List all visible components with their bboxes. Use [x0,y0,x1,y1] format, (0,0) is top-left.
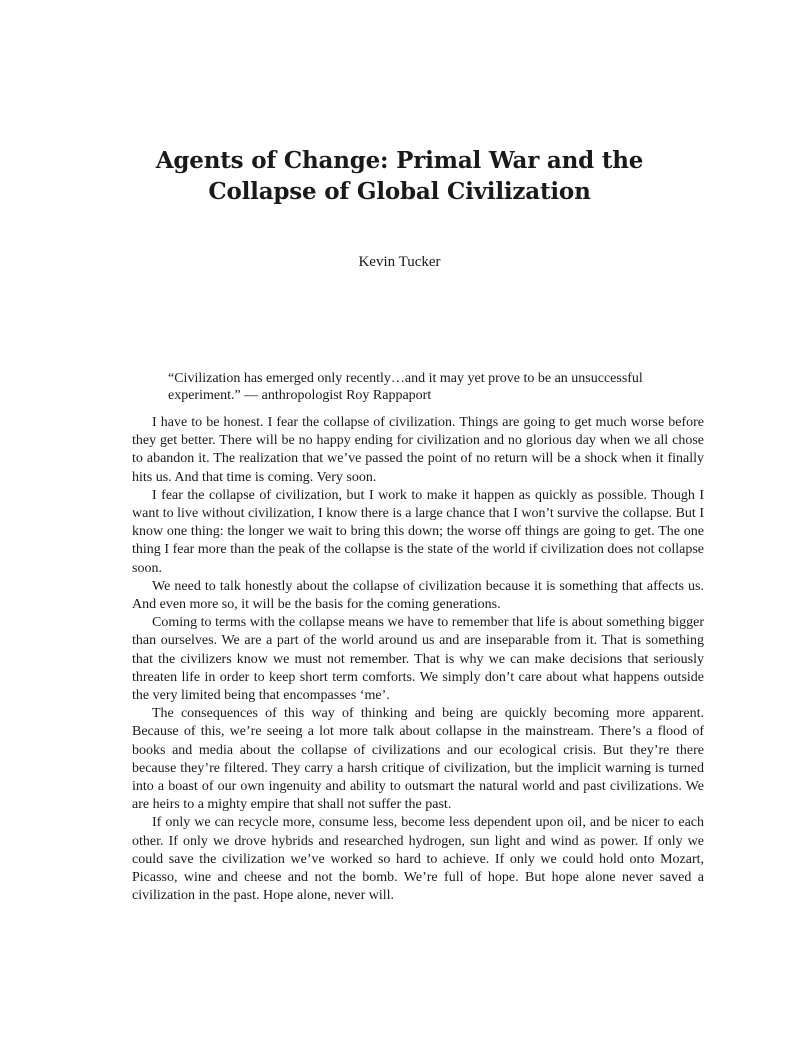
paragraph: Coming to terms with the collapse means we have to remember that life is about something bigger than ourselves. We are a part of the world around us and are inseparable from it. That is something that the civilizers know we must not remember. That is why we can make decisions that seriously threaten life in order to keep short term comforts. We simply don’t care about what happens outside the very limited being that encompasses ‘me’. [132,615,704,704]
paragraph: I have to be honest. I fear the collapse of civilization. Things are going to get much worse before they get better. There will be no happy ending for civilization and no glorious day when we all chose to abandon it. The realization that we’ve passed the point of no return will be a shock when it finally hits us. And that time is coming. Very soon. [132,415,704,485]
paragraph: We need to talk honestly about the collapse of civilization because it is something that affects us. And even more so, it will be the basis for the coming generations. [132,578,704,613]
paragraph: I fear the collapse of civilization, but I work to make it happen as quickly as possible. Though I want to live without civilization, I know there is a large chance that I won’t survive the collapse. But I know one thing: the longer we wait to bring this down; the worse off things are going to get. The one thing I fear more than the peak of the collapse is the state of the world if civilization does not collapse soon. [132,487,704,576]
document-author: Kevin Tucker [358,254,441,270]
paragraph: If only we can recycle more, consume less, become less dependent upon oil, and be nicer to each other. If only we drove hybrids and researched hydrogen, sun light and wind as power. If only we could save the civilization we’ve worked so hard to achieve. If only we could hold onto Mozart, Picasso, wine and cheese and not the bomb. We’re full of hope. But hope alone never saved a civilization in the past. Hope alone, never will. [132,815,704,904]
document-title: Agents of Change: Primal War and the Collapse of Global Civilization [155,147,644,205]
paragraph: The consequences of this way of thinking and being are quickly becoming more apparent. Because of this, we’re seeing a lot more talk about collapse in the mainstream. There’s a flood of books and media about the collapse of civilizations and our ecological crisis. But they’re there because they’re filtered. They carry a harsh critique of civilization, but the implicit warning is turned into a boast of our own ingenuity and ability to outsmart the natural world and past civilizations. We are heirs to a mighty empire that shall not suffer the past. [132,706,704,813]
epigraph-quote: “Civilization has emerged only recently…and it may yet prove to be an unsuccessful experiment.” — anthropologist Roy Rappaport [168,371,643,403]
body-text [132,414,704,905]
